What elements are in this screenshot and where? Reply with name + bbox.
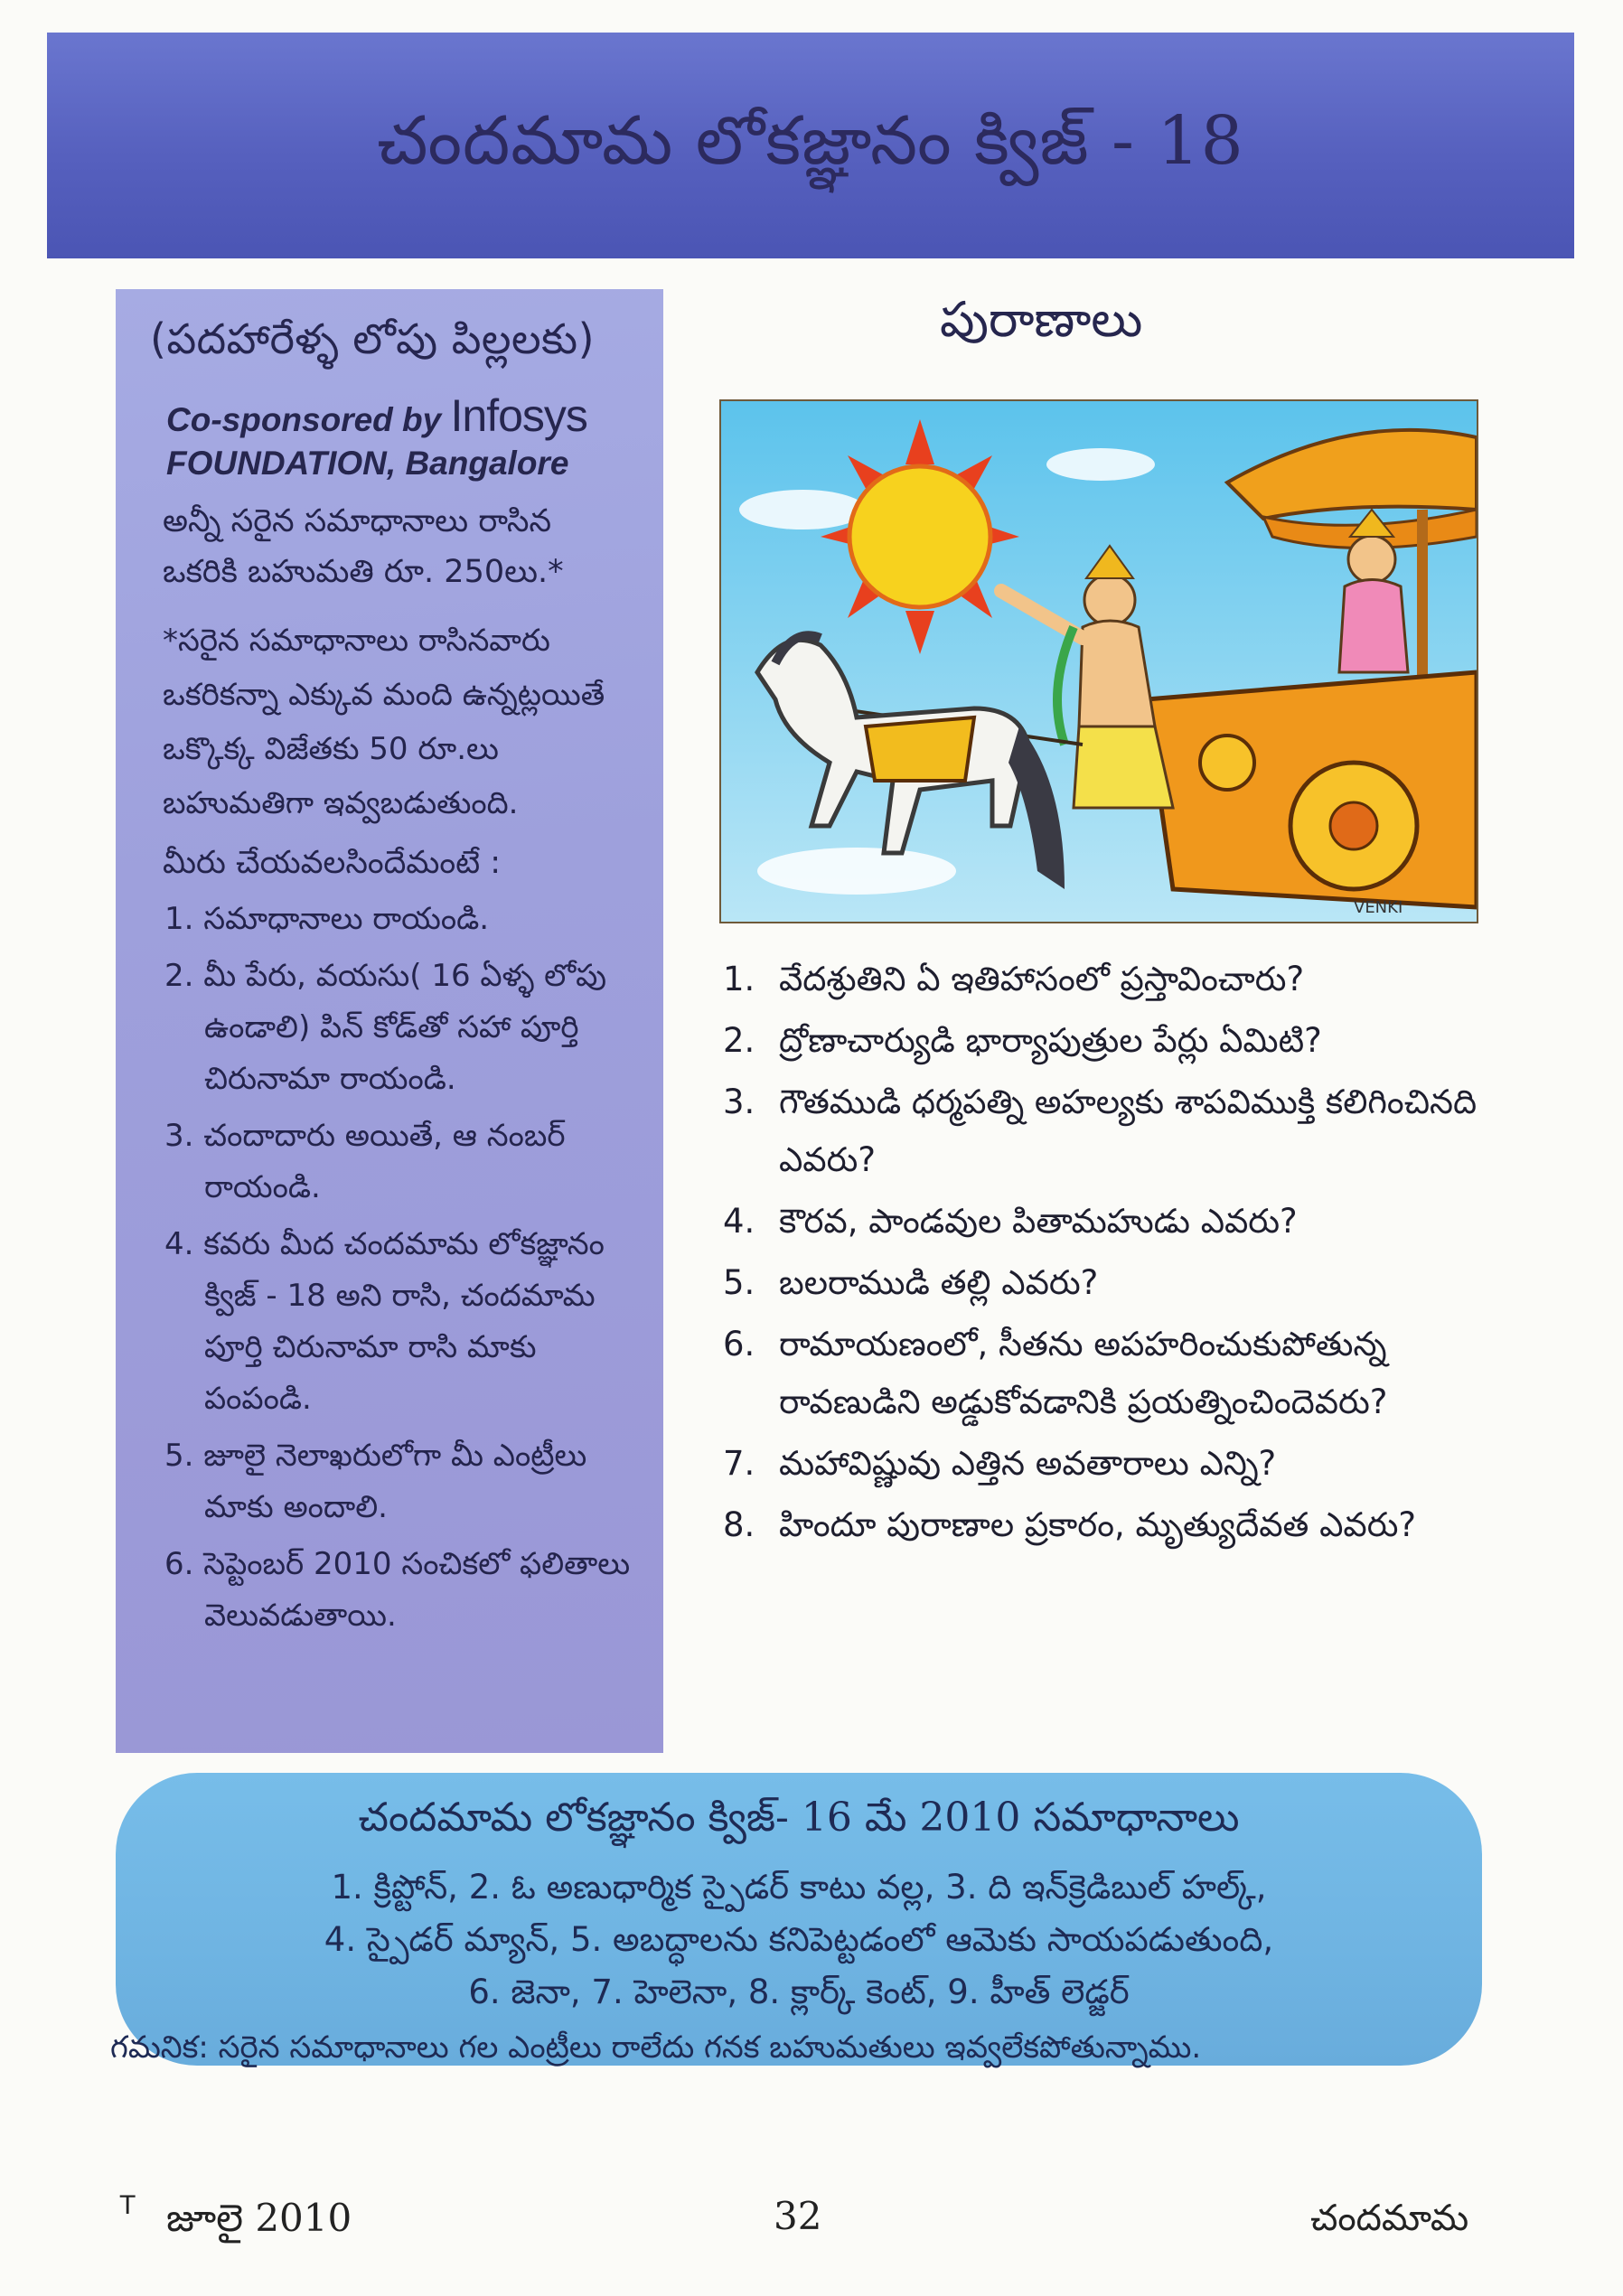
chariot-body bbox=[1146, 672, 1477, 907]
question-number: 7. bbox=[723, 1444, 755, 1483]
step-item: 2. మీ పేరు, వయసు( 16 ఏళ్ళ లోపు ఉండాలి) పిన్ కోడ్‌తో సహా పూర్తి చిరునామా రాయండి. bbox=[164, 958, 607, 1097]
prize-note bbox=[163, 614, 642, 830]
question-text: వేదశ్రుతిని ఏ ఇతిహాసంలో ప్రస్తావించారు? bbox=[779, 960, 1305, 998]
sponsor-prefix: Co-sponsored by bbox=[166, 401, 442, 438]
artist-signature: VENKI bbox=[1354, 898, 1403, 917]
note-line: *సరైన సమాధానాలు రాసినవారు bbox=[163, 623, 550, 659]
sponsor-foundation: FOUNDATION, Bangalore bbox=[166, 445, 569, 482]
question-number: 1. bbox=[723, 960, 755, 998]
question-number: 5. bbox=[723, 1263, 755, 1302]
step-item: 1. సమాధానాలు రాయండి. bbox=[164, 901, 490, 937]
step-item: 3. చందాదారు అయితే, ఆ నంబర్ రాయండి. bbox=[164, 1118, 566, 1205]
question-text: మహావిష్ణువు ఎత్తిన అవతారాలు ఎన్ని? bbox=[779, 1444, 1277, 1483]
answers-line: 1. క్రిప్టోన్, 2. ఓ అణుధార్మిక స్పైడర్ కాటు వల్ల, 3. ది ఇన్‌క్రెడిబుల్ హల్క్, bbox=[331, 1868, 1267, 1907]
question-number: 3. bbox=[723, 1082, 755, 1121]
question-item bbox=[723, 1073, 1518, 1189]
answers-line: 6. జెనా, 7. హెలెనా, 8. క్లార్క్ కెంట్, 9. హీత్ లెడ్జర్ bbox=[468, 1973, 1130, 2011]
sun-chariot-drawing bbox=[721, 401, 1477, 922]
chariot-illustration bbox=[719, 399, 1478, 923]
footer-issue-month: జూలై 2010 bbox=[166, 2196, 352, 2240]
answers-note: గమనిక: సరైన సమాధానాలు గల ఎంట్రీలు రాలేదు గనక బహుమతులు ఇవ్వలేకపోతున్నాము. bbox=[110, 2029, 1202, 2066]
note-line: ఒకరికన్నా ఎక్కువ మంది ఉన్నట్లయితే bbox=[163, 677, 605, 713]
section-title: పురాణాలు bbox=[940, 291, 1143, 348]
question-number: 8. bbox=[723, 1505, 755, 1544]
question-text: హిందూ పురాణాల ప్రకారం, మృత్యుదేవత ఎవరు? bbox=[779, 1505, 1417, 1544]
question-text: గౌతముడి ధర్మపత్ని అహల్యకు శాపవిముక్తి కలిగించినది ఎవరు? bbox=[779, 1082, 1478, 1179]
question-item bbox=[723, 951, 1518, 1008]
page-number: 32 bbox=[774, 2194, 822, 2238]
steps-heading: మీరు చేయవలసిందేమంటే : bbox=[163, 845, 502, 881]
prize-line: ఒకరికి బహుమతి రూ. 250లు.* bbox=[163, 554, 564, 590]
rules-panel bbox=[116, 289, 663, 1753]
sponsor-logo: Infosys bbox=[450, 390, 587, 441]
question-item bbox=[723, 1435, 1518, 1493]
step-item: 6. సెప్టెంబర్ 2010 సంచికలో ఫలితాలు వెలువడుతాయి. bbox=[164, 1546, 631, 1634]
footer-marker: T bbox=[119, 2190, 136, 2220]
question-item bbox=[723, 1496, 1518, 1554]
magazine-name: చందమామ bbox=[1310, 2198, 1469, 2239]
question-text: బలరాముడి తల్లి ఎవరు? bbox=[779, 1263, 1099, 1302]
previous-answers-panel bbox=[110, 1773, 1482, 2066]
question-text: ద్రోణాచార్యుడి భార్యాపుత్రుల పేర్లు ఏమిటి? bbox=[779, 1021, 1322, 1060]
question-number: 6. bbox=[723, 1325, 755, 1364]
questions-list bbox=[723, 951, 1518, 1558]
answers-title: చందమామ లోకజ్ఞానం క్విజ్- 16 మే 2010 సమాధానాలు bbox=[358, 1795, 1240, 1841]
prize-info bbox=[163, 496, 642, 597]
sponsor-line bbox=[166, 390, 642, 442]
step-item: 5. జూలై నెలాఖరులోగా మీ ఎంట్రీలు మాకు అందాలి. bbox=[164, 1438, 587, 1525]
age-note: (పదహారేళ్ళ లోపు పిల్లలకు) bbox=[150, 314, 596, 363]
question-text: కౌరవ, పాండవుల పితామహుడు ఎవరు? bbox=[779, 1202, 1298, 1241]
question-item bbox=[723, 1193, 1518, 1251]
question-item bbox=[723, 1012, 1518, 1070]
steps-list bbox=[139, 894, 642, 1642]
prize-line: అన్నీ సరైన సమాధానాలు రాసిన bbox=[163, 503, 552, 539]
answers-line: 4. స్పైడర్ మ్యాన్, 5. అబద్ధాలను కనిపెట్టడంలో ఆమెకు సాయపడుతుంది, bbox=[324, 1920, 1274, 1959]
page-title: చందమామ లోకజ్ఞానం క్విజ్ - 18 bbox=[377, 102, 1244, 180]
header-banner bbox=[47, 33, 1574, 258]
question-number: 4. bbox=[723, 1202, 755, 1241]
note-line: బహుమతిగా ఇవ్వబడుతుంది. bbox=[163, 785, 519, 821]
note-line: ఒక్కొక్క విజేతకు 50 రూ.లు bbox=[163, 731, 499, 767]
question-number: 2. bbox=[723, 1021, 755, 1060]
step-item: 4. కవరు మీద చందమామ లోకజ్ఞానం క్విజ్ - 18 అని రాసి, చందమామ పూర్తి చిరునామా రాసి మాకు పంపండి. bbox=[164, 1226, 605, 1417]
question-text: రామాయణంలో, సీతను అపహరించుకుపోతున్న రావణుడిని అడ్డుకోవడానికి ప్రయత్నించిందెవరు? bbox=[779, 1325, 1388, 1421]
question-item bbox=[723, 1316, 1518, 1431]
question-item bbox=[723, 1254, 1518, 1312]
